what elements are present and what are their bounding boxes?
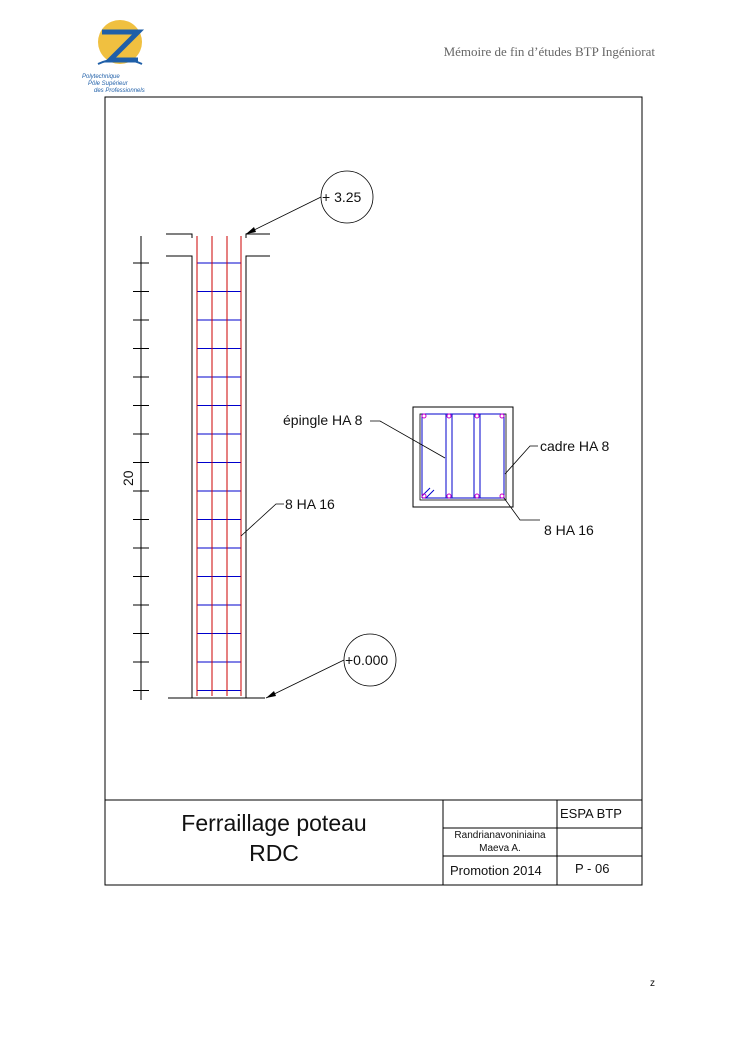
logo-text-1: Polytechnique — [82, 74, 120, 80]
school-name: ESPA BTP — [560, 806, 622, 821]
author-line1: Randrianavoniniaina — [454, 830, 546, 841]
column-stirrups — [197, 263, 241, 691]
sheet-frame — [105, 97, 642, 885]
column-cross-section — [413, 407, 513, 507]
logo-text-2: Pôle Supérieur — [88, 81, 128, 87]
sheet-title-line1: Ferraillage poteau — [181, 810, 367, 836]
long-bars-label: 8 HA 16 — [285, 496, 335, 512]
pin-label: épingle HA 8 — [283, 412, 363, 428]
author-name — [443, 829, 557, 855]
section-bars-leader — [504, 498, 540, 520]
section-bars-label: 8 HA 16 — [544, 522, 594, 538]
sheet-title-line2: RDC — [249, 840, 299, 866]
level-top-leader — [246, 197, 321, 234]
document-header-title: Mémoire de fin d’études BTP Ingéniorat — [443, 44, 655, 59]
sheet-number: P - 06 — [575, 861, 610, 876]
level-bottom-label: +0.000 — [345, 652, 389, 668]
dimension-line — [133, 236, 149, 700]
pin-leader — [370, 421, 445, 458]
level-bottom-arrow-icon — [266, 691, 276, 698]
frame-label: cadre HA 8 — [540, 438, 610, 454]
dimension-label: 20 — [120, 470, 136, 486]
long-bars-leader — [241, 504, 284, 536]
level-bottom-leader — [266, 660, 344, 698]
level-top-arrow-icon — [246, 227, 256, 234]
sheet-title — [105, 808, 443, 868]
level-top-label: + 3.25 — [322, 189, 362, 205]
logo-text-3: des Professionnels — [94, 88, 145, 94]
promotion-label: Promotion 2014 — [450, 863, 542, 878]
page-number: z — [650, 978, 655, 989]
longitudinal-bars — [197, 236, 241, 696]
column-outline — [166, 234, 270, 698]
frame-leader — [505, 446, 538, 474]
author-line2: Maeva A. — [479, 843, 521, 854]
